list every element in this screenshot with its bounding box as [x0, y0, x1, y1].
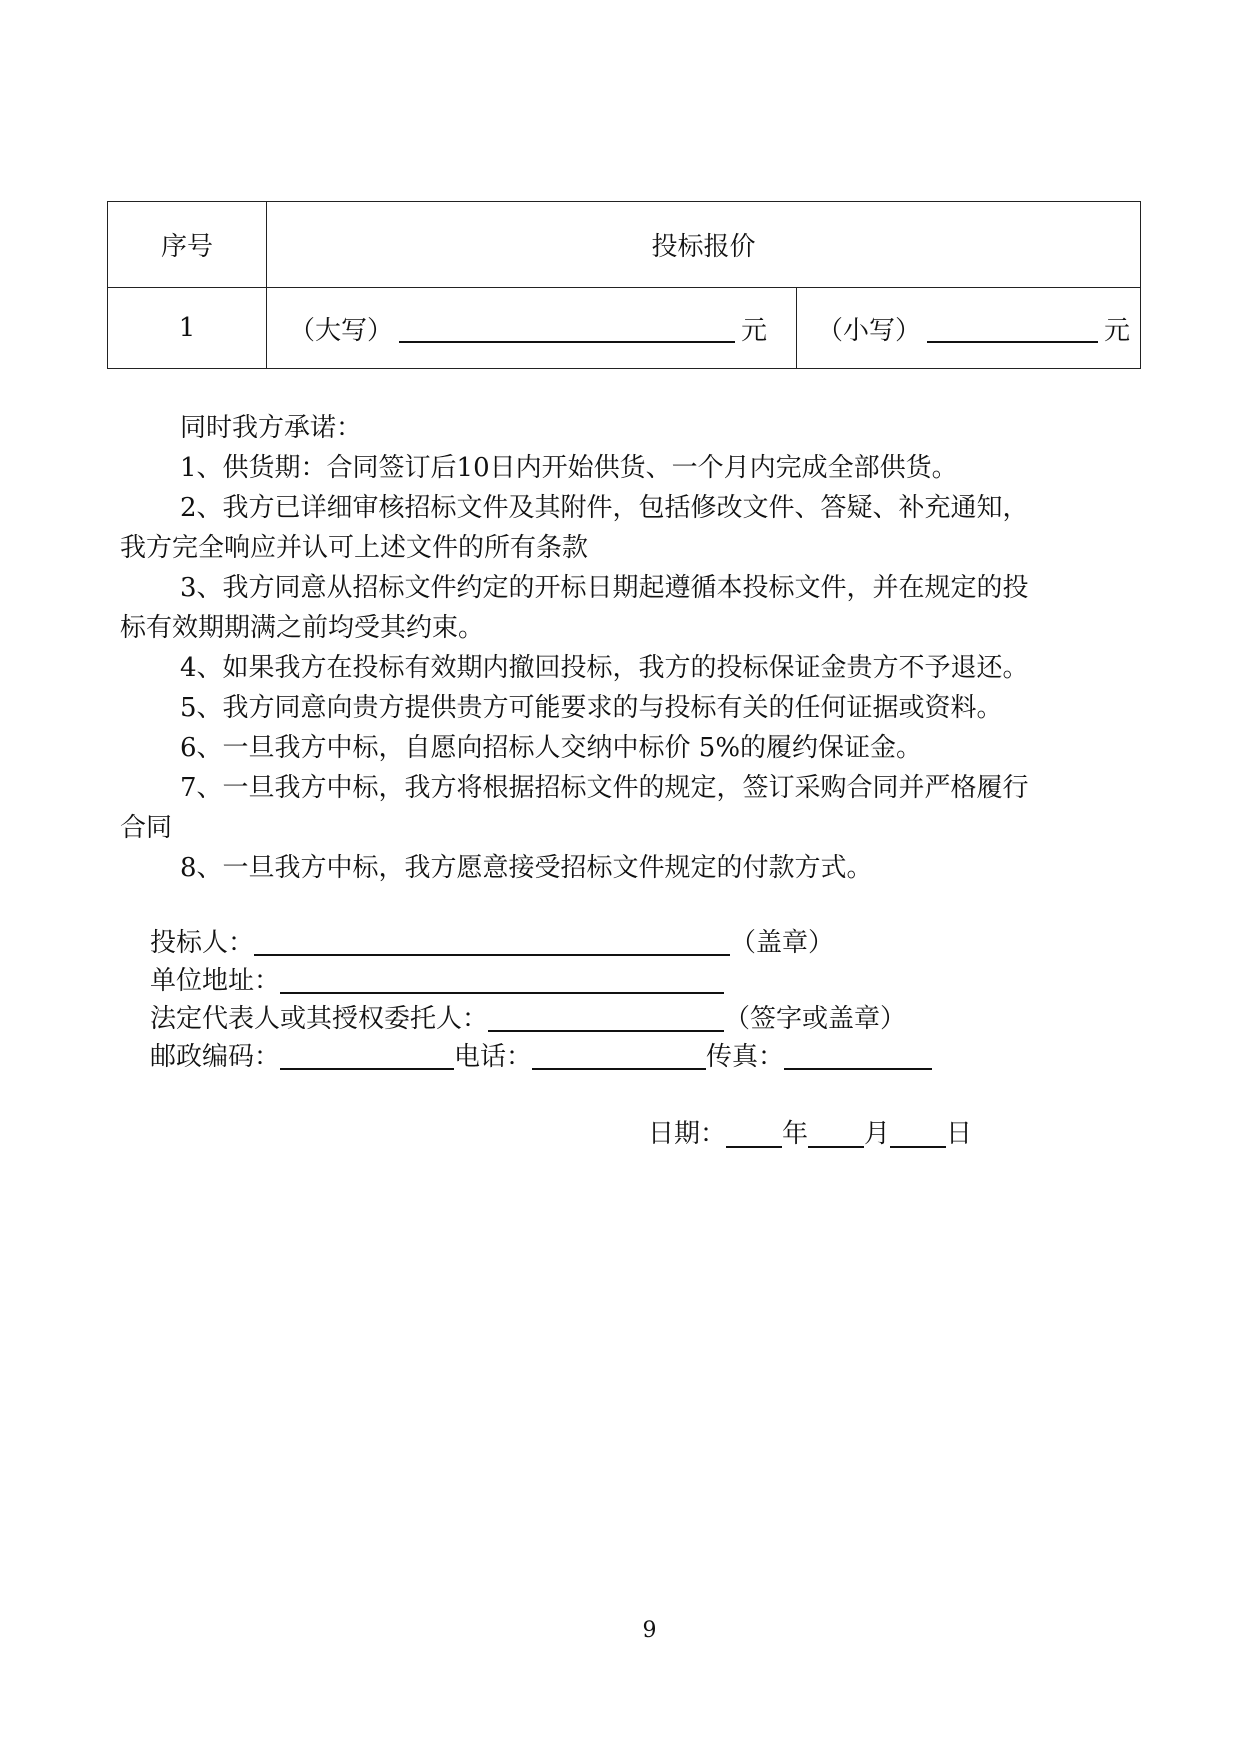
commitments-section — [120, 408, 1140, 888]
address-label: 单位地址： — [150, 966, 281, 996]
commitment-item: 1、供货期：合同签订后10日内开始供货、一个月内完成全部供货。 — [180, 453, 958, 483]
representative-line — [150, 1000, 932, 1038]
month-label: 月 — [864, 1119, 891, 1149]
postcode-label: 邮政编码： — [150, 1042, 281, 1072]
address-blank[interactable] — [280, 962, 724, 994]
phone-blank[interactable] — [532, 1038, 706, 1070]
row-serial-no: 1 — [108, 288, 267, 369]
year-label: 年 — [782, 1119, 809, 1149]
lowercase-label: （小写） — [817, 315, 922, 346]
month-blank[interactable] — [808, 1116, 864, 1148]
fax-blank[interactable] — [784, 1038, 932, 1070]
uppercase-label: （大写） — [289, 315, 394, 346]
commitment-item: 8、一旦我方中标，我方愿意接受招标文件规定的付款方式。 — [180, 853, 873, 883]
phone-label: 电话： — [454, 1042, 533, 1072]
commitment-item: 6、一旦我方中标，自愿向招标人交纳中标价 5%的履约保证金。 — [180, 733, 923, 763]
date-label: 日期： — [648, 1119, 727, 1149]
year-blank[interactable] — [726, 1116, 782, 1148]
representative-blank[interactable] — [488, 1000, 724, 1032]
commitment-item-continued: 我方完全响应并认可上述文件的所有条款 — [120, 533, 589, 563]
amount-uppercase-cell — [267, 288, 797, 369]
page-number: 9 — [642, 1618, 657, 1643]
uppercase-amount-blank[interactable] — [399, 313, 735, 343]
bidder-seal-note: （盖章） — [730, 928, 835, 958]
fax-label: 传真： — [706, 1042, 785, 1072]
representative-label: 法定代表人或其授权委托人： — [150, 1004, 489, 1034]
bidder-blank[interactable] — [254, 924, 730, 956]
signature-block — [150, 924, 932, 1076]
bidder-line — [150, 924, 932, 962]
commitment-item-continued: 合同 — [120, 813, 173, 843]
uppercase-unit: 元 — [741, 315, 768, 346]
table-header-row — [108, 202, 1141, 288]
commitment-item: 7、一旦我方中标，我方将根据招标文件的规定，签订采购合同并严格履行 — [180, 773, 1029, 803]
commitment-item-continued: 标有效期期满之前均受其约束。 — [120, 613, 485, 643]
contact-line — [150, 1038, 932, 1076]
bid-price-table — [107, 201, 1141, 369]
header-bid-price: 投标报价 — [267, 202, 1141, 288]
commitment-item: 4、如果我方在投标有效期内撤回投标，我方的投标保证金贵方不予退还。 — [180, 653, 1029, 683]
representative-sign-note: （签字或盖章） — [724, 1004, 907, 1034]
commitments-intro: 同时我方承诺： — [180, 413, 363, 443]
bidder-label: 投标人： — [150, 928, 255, 958]
lowercase-unit: 元 — [1104, 315, 1131, 346]
amount-lowercase-cell — [797, 288, 1141, 369]
postcode-blank[interactable] — [280, 1038, 454, 1070]
day-blank[interactable] — [890, 1116, 946, 1148]
day-label: 日 — [946, 1119, 973, 1149]
address-line — [150, 962, 932, 1000]
commitment-item: 3、我方同意从招标文件约定的开标日期起遵循本投标文件，并在规定的投 — [180, 573, 1029, 603]
commitment-item: 2、我方已详细审核招标文件及其附件，包括修改文件、答疑、补充通知， — [180, 493, 1029, 523]
commitment-item: 5、我方同意向贵方提供贵方可能要求的与投标有关的任何证据或资料。 — [180, 693, 1003, 723]
header-serial-no: 序号 — [108, 202, 267, 288]
lowercase-amount-blank[interactable] — [927, 313, 1098, 343]
table-row — [108, 288, 1141, 369]
date-line — [648, 1114, 972, 1154]
